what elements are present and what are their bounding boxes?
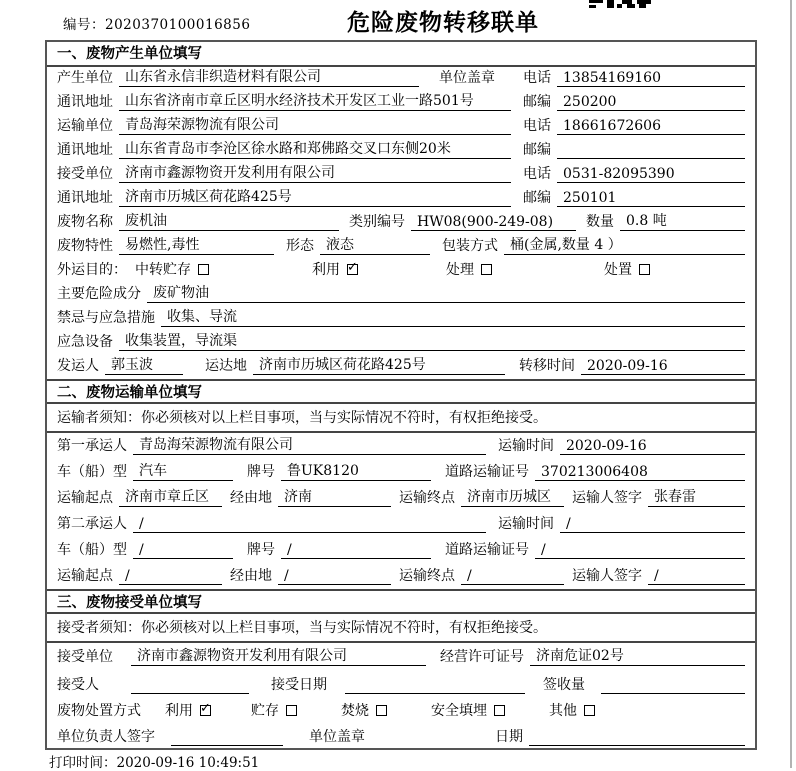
purpose-treat-label: 处理 xyxy=(446,262,474,278)
carrier2-end-field: / xyxy=(461,568,564,585)
purpose-utilize-checkbox xyxy=(347,264,358,275)
purpose-dispose-checkbox xyxy=(639,264,650,275)
consignor-field: 郭玉波 xyxy=(105,354,183,375)
print-time-label: 打印时间： xyxy=(49,755,117,771)
acceptor-row xyxy=(47,670,755,698)
print-time-line xyxy=(49,751,259,771)
carrier1-origin-label: 运输起点 xyxy=(57,490,113,506)
disposal-option-other xyxy=(549,700,595,720)
transporter-phone-label: 电话 xyxy=(523,118,551,134)
transporter-address-label: 通讯地址 xyxy=(57,142,113,158)
receiver-phone-label: 电话 xyxy=(523,166,551,182)
permit-number-field: 济南危证02号 xyxy=(530,645,745,666)
accept-date-label: 接受日期 xyxy=(271,677,327,693)
waste-name-row xyxy=(47,211,755,235)
destination-field: 济南市历城区荷花路425号 xyxy=(253,354,505,375)
waste-form-label: 形态 xyxy=(286,238,314,254)
consignor-row xyxy=(47,355,755,379)
receiver-address-field: 济南市历城区荷花路425号 xyxy=(119,186,511,207)
carrier1-plate-label: 牌号 xyxy=(247,464,275,480)
outbound-purpose-row xyxy=(47,259,755,283)
acceptor-notice: 接受者须知：你必须核对以上栏目事项，当与实际情况不符时，有权拒绝接受。 xyxy=(47,614,755,643)
carrier1-time-label: 运输时间 xyxy=(498,438,554,454)
carrier2-row xyxy=(47,511,755,537)
purpose-treat-checkbox xyxy=(481,264,492,275)
receiver-unit-row xyxy=(47,163,755,187)
accept-unit-row xyxy=(47,643,755,670)
waste-trait-field: 易燃性,毒性 xyxy=(119,234,274,255)
acceptor-label: 接受人 xyxy=(57,677,99,693)
transporter-zip-field xyxy=(557,142,745,159)
purpose-dispose-label: 处置 xyxy=(604,262,632,278)
producer-address-row xyxy=(47,91,755,115)
carrier1-via-label: 经由地 xyxy=(230,490,272,506)
emergency-equipment-field: 收集装置，导流渠 xyxy=(119,330,745,351)
waste-trait-row xyxy=(47,235,755,259)
receipt-quantity-field xyxy=(601,677,745,694)
carrier2-license-field: / xyxy=(535,542,745,559)
carrier1-license-field: 370213006408 xyxy=(535,464,745,481)
carrier1-via-field: 济南 xyxy=(278,486,391,507)
hazard-component-label: 主要危险成分 xyxy=(57,286,141,302)
transporter-notice: 运输者须知：你必须核对以上栏目事项，当与实际情况不符时，有权拒绝接受。 xyxy=(47,404,755,433)
disposal-option-utilize xyxy=(165,700,211,720)
disposal-utilize-label: 利用 xyxy=(165,703,193,719)
producer-address-label: 通讯地址 xyxy=(57,94,113,110)
section-3-header: 三、废物接受单位填写 xyxy=(47,589,755,614)
purpose-transfer-storage-checkbox xyxy=(198,264,209,275)
carrier1-row xyxy=(47,433,755,459)
waste-trait-label: 废物特性 xyxy=(57,238,113,254)
carrier1-vehicle-row xyxy=(47,459,755,485)
carrier1-license-label: 道路运输证号 xyxy=(445,464,529,480)
section-1-header: 一、废物产生单位填写 xyxy=(47,42,755,67)
producer-phone-label: 电话 xyxy=(523,70,551,86)
leader-sign-field xyxy=(171,729,283,746)
waste-name-label: 废物名称 xyxy=(57,214,113,230)
disposal-incinerate-label: 焚烧 xyxy=(341,703,369,719)
disposal-landfill-checkbox xyxy=(494,705,505,716)
leader-sign-label: 单位负责人签字 xyxy=(57,729,155,745)
receiver-unit-label: 接受单位 xyxy=(57,166,113,182)
consignor-label: 发运人 xyxy=(57,358,99,374)
disposal-storage-label: 贮存 xyxy=(251,703,279,719)
section-2-header: 二、废物运输单位填写 xyxy=(47,379,755,404)
accept-unit-field: 济南市鑫源物资开发利用有限公司 xyxy=(131,645,426,666)
purpose-option-dispose xyxy=(604,259,650,279)
taboo-measures-row xyxy=(47,307,755,331)
producer-zip-label: 邮编 xyxy=(523,94,551,110)
carrier2-field: / xyxy=(133,516,486,533)
disposal-option-landfill xyxy=(431,700,505,720)
producer-unit-row xyxy=(47,67,755,91)
unit-seal-label: 单位盖章 xyxy=(439,70,495,86)
emergency-equipment-row xyxy=(47,331,755,355)
producer-unit-field: 山东省永信非织造材料有限公司 xyxy=(119,66,419,87)
disposal-option-storage xyxy=(251,700,297,720)
carrier1-label: 第一承运人 xyxy=(57,438,127,454)
serial-number: 2020370100016856 xyxy=(105,17,251,33)
destination-label: 运达地 xyxy=(205,358,247,374)
receiver-address-label: 通讯地址 xyxy=(57,190,113,206)
transporter-phone-field: 18661672606 xyxy=(557,118,745,135)
receiver-zip-label: 邮编 xyxy=(523,190,551,206)
transporter-zip-label: 邮编 xyxy=(523,142,551,158)
carrier1-vehicle-label: 车（船）型 xyxy=(57,464,127,480)
transfer-time-label: 转移时间 xyxy=(519,358,575,374)
disposal-other-label: 其他 xyxy=(549,703,577,719)
carrier1-sign-label: 运输人签字 xyxy=(572,490,642,506)
carrier2-via-field: / xyxy=(278,568,391,585)
carrier1-field: 青岛海荣源物流有限公司 xyxy=(133,434,486,455)
transporter-address-field: 山东省青岛市李沧区徐水路和郑佛路交叉口东侧20米 xyxy=(119,138,511,159)
packing-label: 包装方式 xyxy=(442,238,498,254)
permit-number-label: 经营许可证号 xyxy=(440,649,524,665)
unit-seal-label-2: 单位盖章 xyxy=(309,729,365,745)
carrier1-vehicle-field: 汽车 xyxy=(133,460,233,481)
carrier2-vehicle-field: / xyxy=(133,542,233,559)
producer-zip-field: 250200 xyxy=(557,94,745,111)
carrier1-sign-field: 张春雷 xyxy=(648,486,745,507)
producer-address-field: 山东省济南市章丘区明水经济技术开发区工业一路501号 xyxy=(119,90,511,111)
carrier2-label: 第二承运人 xyxy=(57,516,127,532)
producer-unit-label: 产生单位 xyxy=(57,70,113,86)
carrier2-plate-field: / xyxy=(281,542,431,559)
carrier2-route-row xyxy=(47,563,755,589)
purpose-utilize-label: 利用 xyxy=(312,262,340,278)
transporter-unit-row xyxy=(47,115,755,139)
disposal-storage-checkbox xyxy=(286,705,297,716)
carrier2-license-label: 道路运输证号 xyxy=(445,542,529,558)
seal-date-label: 日期 xyxy=(495,729,523,745)
carrier2-time-label: 运输时间 xyxy=(498,516,554,532)
carrier2-sign-label: 运输人签字 xyxy=(572,568,642,584)
serial-label: 编号： xyxy=(63,17,105,33)
disposal-method-label: 废物处置方式 xyxy=(57,703,141,719)
receiver-zip-field: 250101 xyxy=(557,190,745,207)
page-title: 危险废物转移联单 xyxy=(347,10,539,36)
carrier2-origin-field: / xyxy=(119,568,222,585)
disposal-option-incinerate xyxy=(341,700,387,720)
category-code-label: 类别编号 xyxy=(349,214,405,230)
carrier1-time-field: 2020-09-16 xyxy=(560,438,745,455)
leader-sign-row xyxy=(47,724,755,750)
carrier2-vehicle-row xyxy=(47,537,755,563)
transfer-time-field: 2020-09-16 xyxy=(581,358,745,375)
receipt-quantity-label: 签收量 xyxy=(543,677,585,693)
carrier1-end-field: 济南市历城区 xyxy=(461,486,564,507)
accept-unit-label: 接受单位 xyxy=(57,649,113,665)
transporter-unit-label: 运输单位 xyxy=(57,118,113,134)
transfer-form-table xyxy=(45,40,757,750)
accept-date-field xyxy=(345,677,525,694)
disposal-method-row xyxy=(47,698,755,724)
receiver-address-row xyxy=(47,187,755,211)
disposal-landfill-label: 安全填埋 xyxy=(431,703,487,719)
receiver-unit-field: 济南市鑫源物资开发利用有限公司 xyxy=(119,162,511,183)
receiver-phone-field: 0531-82095390 xyxy=(557,166,745,183)
print-time-value: 2020-09-16 10:49:51 xyxy=(116,755,260,771)
carrier1-plate-field: 鲁UK8120 xyxy=(281,460,431,481)
purpose-option-transfer-storage xyxy=(135,259,209,279)
quantity-field: 0.8 吨 xyxy=(620,210,745,231)
disposal-other-checkbox xyxy=(584,705,595,716)
purpose-transfer-storage-label: 中转贮存 xyxy=(135,262,191,278)
taboo-measures-label: 禁忌与应急措施 xyxy=(57,310,155,326)
producer-phone-field: 13854169160 xyxy=(557,70,745,87)
carrier2-plate-label: 牌号 xyxy=(247,542,275,558)
carrier2-vehicle-label: 车（船）型 xyxy=(57,542,127,558)
hazard-component-field: 废矿物油 xyxy=(147,282,745,303)
hazard-component-row xyxy=(47,283,755,307)
category-code-field: HW08(900-249-08) xyxy=(411,214,576,231)
qr-code-fragment xyxy=(589,0,651,9)
disposal-incinerate-checkbox xyxy=(376,705,387,716)
carrier2-via-label: 经由地 xyxy=(230,568,272,584)
carrier1-route-row xyxy=(47,485,755,511)
carrier2-end-label: 运输终点 xyxy=(399,568,455,584)
purpose-option-utilize xyxy=(312,259,358,279)
carrier2-sign-field: / xyxy=(648,568,745,585)
page-edge-line xyxy=(790,0,792,768)
outbound-purpose-label: 外运目的： xyxy=(57,262,127,278)
carrier2-time-field: / xyxy=(560,516,745,533)
transporter-address-row xyxy=(47,139,755,163)
emergency-equipment-label: 应急设备 xyxy=(57,334,113,350)
waste-form-field: 液态 xyxy=(320,234,430,255)
taboo-measures-field: 收集、导流 xyxy=(161,306,745,327)
carrier1-origin-field: 济南市章丘区 xyxy=(119,486,222,507)
packing-field: 桶(金属,数量 4 ） xyxy=(504,234,745,255)
seal-date-field xyxy=(529,729,745,746)
waste-name-field: 废机油 xyxy=(119,210,339,231)
disposal-utilize-checkbox xyxy=(200,705,211,716)
acceptor-field xyxy=(131,677,249,694)
carrier2-origin-label: 运输起点 xyxy=(57,568,113,584)
carrier1-end-label: 运输终点 xyxy=(399,490,455,506)
transporter-unit-field: 青岛海荣源物流有限公司 xyxy=(119,114,511,135)
quantity-label: 数量 xyxy=(586,214,614,230)
purpose-option-treat xyxy=(446,259,492,279)
